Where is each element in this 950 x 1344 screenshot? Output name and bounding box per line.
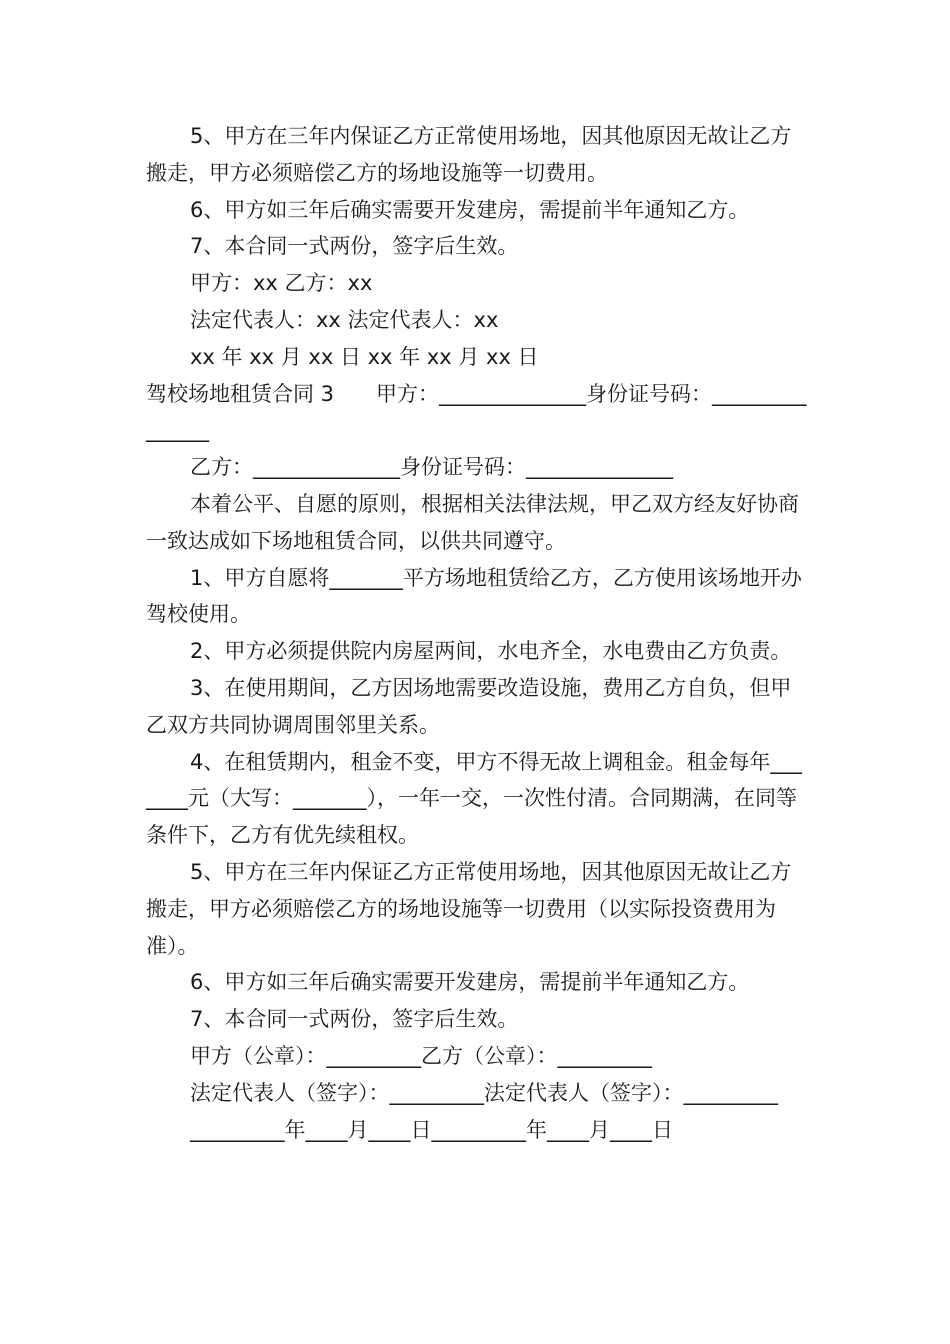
paragraph-party-b-id: 乙方：______________身份证号码：______________ (190, 455, 673, 480)
paragraph-parties: 甲方：xx 乙方：xx (190, 271, 373, 296)
paragraph-clause-4: 4、在租赁期内，租金不变，甲方不得无故上调租金。租金每年_______元（大写：_______），一年一交，一次性付清。合同期满，在同等条件下，乙方有优先续租权。 (146, 749, 802, 848)
paragraph-signature-dates: _________年____月____日_________年____月____日 (190, 1117, 673, 1142)
document-body (146, 118, 810, 1148)
paragraph-clause-2: 2、甲方必须提供院内房屋两间，水电齐全，水电费由乙方负责。 (190, 639, 792, 664)
paragraph-dates: xx 年 xx 月 xx 日 xx 年 xx 月 xx 日 (190, 344, 539, 369)
paragraph-clause-7: 7、本合同一式两份，签字后生效。 (190, 234, 519, 259)
paragraph-seals: 甲方（公章）：_________乙方（公章）：_________ (190, 1043, 652, 1068)
paragraph-signatures: 法定代表人（签字）：_________法定代表人（签字）：_________ (190, 1080, 778, 1105)
paragraph-preamble: 本着公平、自愿的原则，根据相关法律法规，甲乙双方经友好协商一致达成如下场地租赁合同，以供共同遵守。 (146, 491, 799, 553)
contract-3-heading-line: 驾校场地租赁合同 3 甲方：______________身份证号码：_______________ (146, 381, 807, 443)
paragraph-clause-6: 6、甲方如三年后确实需要开发建房，需提前半年通知乙方。 (190, 197, 750, 222)
paragraph-clause-7b: 7、本合同一式两份，签字后生效。 (190, 1007, 519, 1032)
paragraph-clause-5: 5、甲方在三年内保证乙方正常使用场地，因其他原因无故让乙方搬走，甲方必须赔偿乙方的场地设施等一切费用。 (146, 124, 792, 185)
paragraph-legal-representatives: 法定代表人：xx 法定代表人：xx (190, 307, 499, 332)
paragraph-clause-3: 3、在使用期间，乙方因场地需要改造设施，费用乙方自负，但甲乙双方共同协调周围邻里关系。 (146, 675, 792, 737)
paragraph-clause-6b: 6、甲方如三年后确实需要开发建房，需提前半年通知乙方。 (190, 970, 750, 995)
paragraph-clause-1: 1、甲方自愿将_______平方场地租赁给乙方，乙方使用该场地开办驾校使用。 (146, 565, 802, 627)
paragraph-clause-5b: 5、甲方在三年内保证乙方正常使用场地，因其他原因无故让乙方搬走，甲方必须赔偿乙方的场地设施等一切费用（以实际投资费用为准）。 (146, 859, 792, 958)
